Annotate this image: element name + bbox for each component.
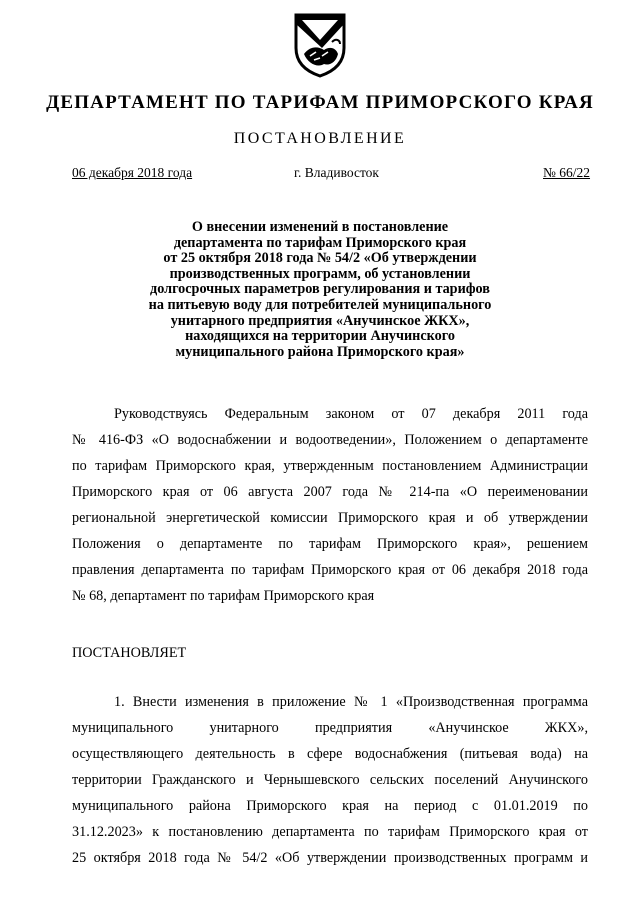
- preamble-line: Приморского края от 06 августа 2007 года № 214-па «О переименовании: [72, 484, 588, 500]
- item-1-paragraph: [72, 689, 588, 871]
- preamble-line: по тарифам Приморского края, утвержденным постановлением Администрации: [72, 458, 588, 474]
- preamble-line: Положения о департаменте по тарифам Приморского края», решением: [72, 536, 588, 552]
- preamble-line: региональной энергетической комиссии Приморского края и об утверждении: [72, 510, 588, 526]
- title-line: от 25 октября 2018 года № 54/2 «Об утверждении: [163, 250, 477, 267]
- item-1-line: 31.12.2023» к постановлению департамента по тарифам Приморского края от: [72, 824, 588, 840]
- document-city: г. Владивосток: [294, 165, 379, 180]
- coat-of-arms-icon: [292, 12, 348, 78]
- title-line: находящихся на территории Анучинского: [185, 328, 455, 345]
- preamble-line: № 68, департамент по тарифам Приморского края: [72, 588, 375, 604]
- title-line: О внесении изменений в постановление: [191, 219, 449, 235]
- document-title: [140, 220, 500, 360]
- title-line: производственных программ, об установлении: [169, 265, 471, 282]
- title-line: муниципального района Приморского края»: [175, 343, 465, 360]
- department-name: ДЕПАРТАМЕНТ ПО ТАРИФАМ ПРИМОРСКОГО КРАЯ: [46, 92, 594, 113]
- item-1-line: муниципального района Приморского края на период с 01.01.2019 по: [72, 798, 588, 814]
- preamble-line: № 416-ФЗ «О водоснабжении и водоотведении», Положением о департаменте: [72, 432, 588, 448]
- item-1-line: осуществляющего деятельность в сфере водоснабжения (питьевая вода) на: [72, 746, 588, 762]
- document-number: № 66/22: [543, 165, 591, 180]
- title-line: департамента по тарифам Приморского края: [173, 234, 467, 251]
- title-line: на питьевую воду для потребителей муниципального: [148, 296, 492, 313]
- item-1-line: 25 октября 2018 года № 54/2 «Об утверждении производственных программ и: [72, 850, 588, 866]
- preamble-line: Руководствуясь Федеральным законом от 07 декабря 2011 года: [114, 406, 588, 422]
- document-type: ПОСТАНОВЛЕНИЕ: [233, 130, 407, 147]
- document-date: 06 декабря 2018 года: [72, 165, 193, 180]
- preamble-line: правления департамента по тарифам Приморского края от 06 декабря 2018 года: [72, 562, 588, 578]
- item-1-line: муниципального унитарного предприятия «Анучинское ЖКХ»,: [72, 720, 588, 736]
- preamble-paragraph: [72, 401, 588, 609]
- resolves-heading: ПОСТАНОВЛЯЕТ: [72, 645, 187, 661]
- title-line: долгосрочных параметров регулирования и тарифов: [150, 281, 490, 298]
- title-line: унитарного предприятия «Анучинское ЖКХ»,: [170, 312, 470, 329]
- item-1-line: 1. Внести изменения в приложение № 1 «Производственная программа: [114, 694, 588, 710]
- item-1-line: территории Гражданского и Чернышевского сельских поселений Анучинского: [72, 772, 588, 788]
